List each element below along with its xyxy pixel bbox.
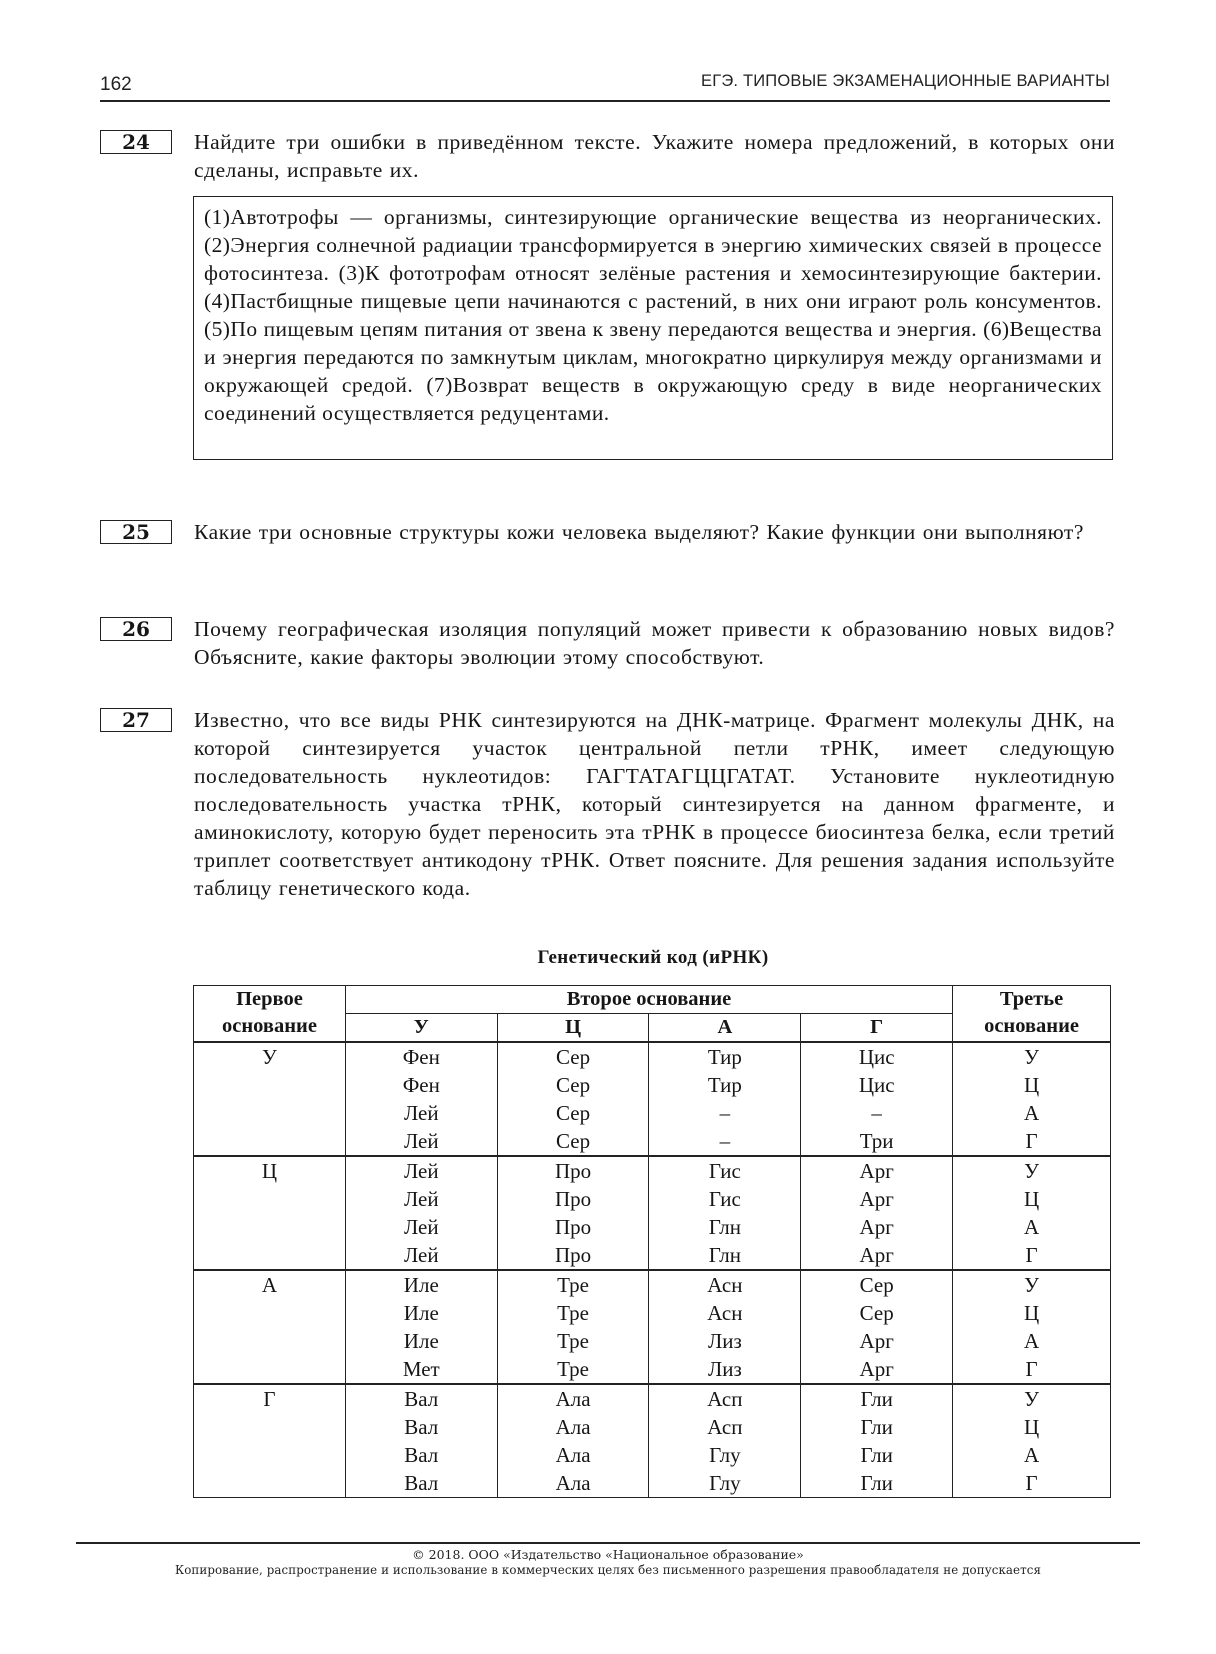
first-base-cell: [194, 1413, 346, 1441]
table-row: [194, 1127, 1111, 1156]
table-row: [194, 1099, 1111, 1127]
cell-second-a: Асп: [649, 1384, 801, 1413]
cell-third-base: Г: [953, 1127, 1111, 1156]
cell-second-c: Сер: [497, 1127, 649, 1156]
table-row: [194, 1071, 1111, 1099]
cell-second-a: Асп: [649, 1413, 801, 1441]
first-base-cell: А: [194, 1270, 346, 1299]
cell-second-c: Про: [497, 1185, 649, 1213]
table-row: [194, 1384, 1111, 1413]
cell-second-c: Про: [497, 1156, 649, 1185]
cell-second-c: Тре: [497, 1327, 649, 1355]
cell-second-a: –: [649, 1099, 801, 1127]
cell-second-a: Тир: [649, 1071, 801, 1099]
table-row: [194, 1355, 1111, 1384]
cell-third-base: Г: [953, 1355, 1111, 1384]
cell-second-g: Арг: [801, 1355, 953, 1384]
cell-second-c: Тре: [497, 1270, 649, 1299]
cell-third-base: А: [953, 1441, 1111, 1469]
cell-second-c: Сер: [497, 1099, 649, 1127]
cell-second-c: Про: [497, 1213, 649, 1241]
cell-second-g: Сер: [801, 1270, 953, 1299]
cell-second-a: Глу: [649, 1469, 801, 1498]
header-second-g: Г: [801, 1014, 953, 1043]
header-second-c: Ц: [497, 1014, 649, 1043]
cell-third-base: У: [953, 1042, 1111, 1071]
cell-third-base: У: [953, 1384, 1111, 1413]
page-number: 162: [100, 74, 132, 95]
cell-second-u: Вал: [345, 1413, 497, 1441]
cell-second-g: Три: [801, 1127, 953, 1156]
cell-second-u: Лей: [345, 1156, 497, 1185]
cell-third-base: Ц: [953, 1299, 1111, 1327]
cell-second-g: Гли: [801, 1469, 953, 1498]
cell-third-base: А: [953, 1213, 1111, 1241]
header-first-base: Первое основание: [194, 986, 346, 1043]
error-passage-box: [193, 196, 1113, 460]
task-26: [100, 615, 1115, 675]
error-passage-text: (1)Автотрофы — организмы, синтезирующие органические вещества из неорганических. (2)Энергия солнечной радиации трансформируется в энергию химических связей в процессе фотосинтеза. (3)К фототрофам относят зелёные растения и хемосинтезирующие бактерии. (4)Пастбищные пищевые цепи начинаются с растений, в них они играют роль консументов. (5)По пищевым цепям питания от звена к звену передаются вещества и энергия. (6)Вещества и энергия передаются по замкнутым циклам, многократно циркулируя между организмами и окружающей средой. (7)Возврат веществ в окружающую среду в виде неорганических соединений осуществляется редуцентами.: [204, 205, 1102, 425]
cell-second-a: Гис: [649, 1156, 801, 1185]
cell-second-u: Лей: [345, 1241, 497, 1270]
cell-second-c: Про: [497, 1241, 649, 1270]
cell-third-base: Г: [953, 1469, 1111, 1498]
cell-second-u: Фен: [345, 1071, 497, 1099]
first-base-cell: [194, 1355, 346, 1384]
first-base-cell: Г: [194, 1384, 346, 1413]
task-text: Найдите три ошибки в приведённом тексте. Укажите номера предложений, в которых они сделаны, исправьте их.: [194, 130, 1115, 182]
cell-third-base: Ц: [953, 1413, 1111, 1441]
task-text: Какие три основные структуры кожи человека выделяют? Какие функции они выполняют?: [194, 520, 1084, 544]
first-base-cell: [194, 1099, 346, 1127]
cell-second-a: Асн: [649, 1299, 801, 1327]
cell-second-a: Асн: [649, 1270, 801, 1299]
cell-second-c: Тре: [497, 1299, 649, 1327]
table-row: [194, 1185, 1111, 1213]
cell-second-a: Глу: [649, 1441, 801, 1469]
cell-second-u: Вал: [345, 1384, 497, 1413]
first-base-cell: [194, 1213, 346, 1241]
table-row: [194, 1156, 1111, 1185]
cell-second-a: Тир: [649, 1042, 801, 1071]
cell-second-g: Арг: [801, 1185, 953, 1213]
cell-second-c: Сер: [497, 1071, 649, 1099]
cell-second-u: Мет: [345, 1355, 497, 1384]
cell-second-c: Ала: [497, 1384, 649, 1413]
table-row: [194, 1213, 1111, 1241]
table-row: [194, 1327, 1111, 1355]
cell-second-g: Цис: [801, 1042, 953, 1071]
page-header: [100, 70, 1110, 102]
table-row: [194, 1270, 1111, 1299]
first-base-cell: [194, 1441, 346, 1469]
table-row: [194, 1299, 1111, 1327]
footer-legal-notice: Копирование, распространение и использование в коммерческих целях без письменного разрешения правообладателя не допускается: [174, 1563, 1042, 1577]
first-base-cell: [194, 1071, 346, 1099]
cell-second-g: Цис: [801, 1071, 953, 1099]
cell-third-base: Ц: [953, 1071, 1111, 1099]
task-number-badge: 26: [100, 617, 172, 641]
genetic-code-table: [193, 985, 1111, 1498]
task-text: Почему географическая изоляция популяций может привести к образованию новых видов? Объясните, какие факторы эволюции этому способствуют.: [194, 617, 1115, 669]
cell-second-c: Сер: [497, 1042, 649, 1071]
first-base-cell: [194, 1185, 346, 1213]
task-25: [100, 518, 1115, 578]
task-number-badge: 25: [100, 520, 172, 544]
cell-third-base: У: [953, 1156, 1111, 1185]
footer-divider: [76, 1542, 1140, 1544]
cell-second-u: Вал: [345, 1469, 497, 1498]
cell-second-a: Лиз: [649, 1327, 801, 1355]
first-base-cell: У: [194, 1042, 346, 1071]
first-base-cell: [194, 1127, 346, 1156]
cell-second-g: Гли: [801, 1384, 953, 1413]
cell-second-a: Гис: [649, 1185, 801, 1213]
cell-third-base: А: [953, 1327, 1111, 1355]
cell-third-base: Г: [953, 1241, 1111, 1270]
cell-second-u: Вал: [345, 1441, 497, 1469]
header-second-a: А: [649, 1014, 801, 1043]
cell-second-a: Глн: [649, 1213, 801, 1241]
cell-second-a: Глн: [649, 1241, 801, 1270]
task-27: [100, 706, 1115, 936]
cell-second-g: Арг: [801, 1327, 953, 1355]
cell-second-u: Иле: [345, 1270, 497, 1299]
footer-copyright: © 2018. ООО «Издательство «Национальное образование»: [412, 1547, 804, 1562]
table-row: [194, 1441, 1111, 1469]
running-title: ЕГЭ. ТИПОВЫЕ ЭКЗАМЕНАЦИОННЫЕ ВАРИАНТЫ: [701, 72, 1110, 90]
cell-third-base: У: [953, 1270, 1111, 1299]
cell-second-c: Ала: [497, 1441, 649, 1469]
header-second-base: Второе основание: [345, 986, 952, 1014]
cell-second-g: Сер: [801, 1299, 953, 1327]
cell-second-c: Ала: [497, 1469, 649, 1498]
table-row: [194, 1042, 1111, 1071]
cell-second-u: Лей: [345, 1099, 497, 1127]
cell-second-g: –: [801, 1099, 953, 1127]
cell-second-c: Ала: [497, 1413, 649, 1441]
cell-second-a: Лиз: [649, 1355, 801, 1384]
task-24: [100, 128, 1115, 188]
cell-second-u: Иле: [345, 1299, 497, 1327]
header-third-base: Третье основание: [953, 986, 1111, 1043]
table-title: Генетический код (иРНК): [537, 947, 769, 968]
first-base-cell: Ц: [194, 1156, 346, 1185]
cell-second-u: Лей: [345, 1185, 497, 1213]
cell-second-u: Фен: [345, 1042, 497, 1071]
cell-second-u: Иле: [345, 1327, 497, 1355]
first-base-cell: [194, 1327, 346, 1355]
cell-second-u: Лей: [345, 1213, 497, 1241]
task-text: Известно, что все виды РНК синтезируются на ДНК-матрице. Фрагмент молекулы ДНК, на которой синтезируется участок центральной петли тРНК, имеет следующую последовательность нуклеотидов: ГАГТАТАГЦЦГАТАТ. Установите нуклеотидную последовательность участка тРНК, который синтезируется на данном фрагменте, и аминокислоту, которую будет переносить эта тРНК в процессе биосинтеза белка, если третий триплет соответствует антикодону тРНК. Ответ поясните. Для решения задания используйте таблицу генетического кода.: [194, 708, 1115, 900]
cell-second-g: Гли: [801, 1413, 953, 1441]
header-second-u: У: [345, 1014, 497, 1043]
cell-third-base: А: [953, 1099, 1111, 1127]
cell-second-g: Гли: [801, 1441, 953, 1469]
first-base-cell: [194, 1241, 346, 1270]
cell-third-base: Ц: [953, 1185, 1111, 1213]
cell-second-g: Арг: [801, 1156, 953, 1185]
cell-second-a: –: [649, 1127, 801, 1156]
cell-second-g: Арг: [801, 1241, 953, 1270]
table-row: [194, 1413, 1111, 1441]
cell-second-u: Лей: [345, 1127, 497, 1156]
table-row: [194, 1241, 1111, 1270]
cell-second-c: Тре: [497, 1355, 649, 1384]
first-base-cell: [194, 1469, 346, 1498]
cell-second-g: Арг: [801, 1213, 953, 1241]
first-base-cell: [194, 1299, 346, 1327]
table-row: [194, 1469, 1111, 1498]
task-number-badge: 24: [100, 130, 172, 154]
task-number-badge: 27: [100, 708, 172, 732]
